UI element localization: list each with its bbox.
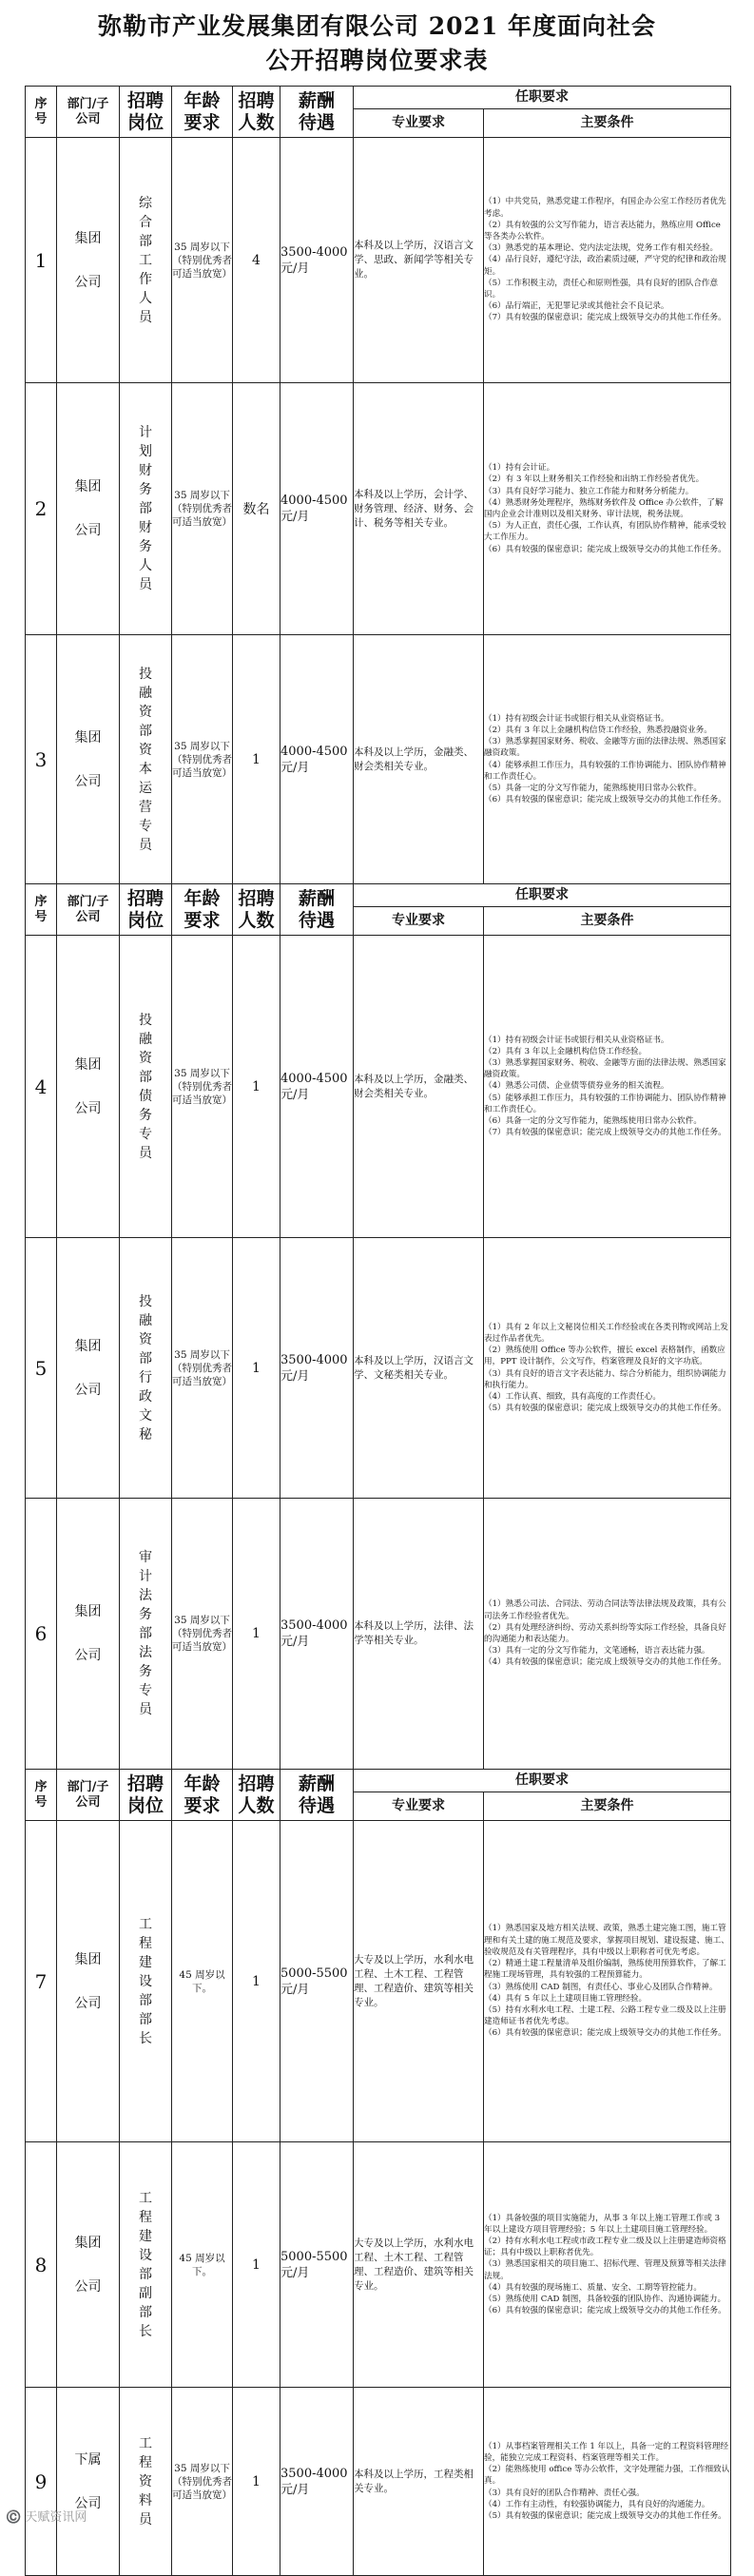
header-age-label: 年龄要求	[184, 887, 221, 931]
row-position	[120, 2388, 172, 2576]
job-requirements-table	[25, 86, 731, 2576]
condition-item: （1）具备较强的项目实施能力，从事 3 年以上施工管理工作或 3 年以上建设方项目管理经验；5 年以上土建项目施工管理经验。	[484, 2213, 721, 2235]
condition-item: （3）具有良好的语言文字表达能力、综合分析能力，组织协调能力和执行能力。	[484, 1368, 726, 1390]
row-salary-text: 5000-5500 元/月	[280, 1966, 348, 1997]
row-major	[354, 1499, 484, 1770]
row-department-text: 下属公司	[74, 2451, 102, 2511]
header-requirements-label: 任职要求	[515, 89, 569, 105]
condition-item: （5）工作积极主动，责任心和原则性强，具有良好的团队合作意识。	[484, 278, 719, 300]
row-position-text: 工程建设部副部长	[139, 2190, 152, 2339]
condition-item: （4）具有较强的现场施工、质量、安全、工期等管控能力。	[484, 2282, 702, 2293]
row-number-text: 6	[34, 1622, 48, 1645]
condition-item: （2）具有处理经济纠纷、劳动关系纠纷等实际工作经验，具备良好的沟通能力和表达能力。	[484, 1622, 726, 1644]
header-requirements	[354, 87, 731, 109]
row-major	[354, 1821, 484, 2142]
row-number-text: 2	[34, 497, 48, 520]
row-age	[172, 383, 233, 635]
row-age	[172, 2142, 233, 2388]
table-row	[26, 936, 731, 1238]
header-salary	[280, 884, 354, 936]
header-post	[120, 87, 172, 138]
condition-item: （6）具备一定的分文写作能力，能熟练使用日常办公软件。	[484, 1116, 702, 1126]
row-age-text: 35 周岁以下（特别优秀者可适当放宽）	[172, 1067, 232, 1106]
row-age	[172, 936, 233, 1238]
header-age-label: 年龄要求	[184, 1772, 221, 1816]
header-conditions	[484, 1792, 731, 1821]
header-age	[172, 1770, 233, 1821]
row-conditions	[484, 2142, 731, 2388]
row-salary	[280, 2142, 354, 2388]
row-salary-text: 3500-4000 元/月	[280, 1352, 348, 1384]
header-post	[120, 1770, 172, 1821]
condition-item: （2）具有 3 年以上金融机构信贷工作经验，熟悉投融资业务。	[484, 725, 712, 735]
condition-item: （5）具有较强的保密意识；能完成上级领导交办的其他工作任务。	[484, 2511, 726, 2521]
row-number-text: 3	[34, 747, 48, 771]
condition-item: （3）熟悉掌握国家财务、税收、金融等方面的法律法规、熟悉国家融资政策。	[484, 1057, 726, 1080]
header-dept	[57, 884, 120, 936]
row-position-text: 工程资料员	[139, 2435, 152, 2528]
condition-item: （1）持有会计证。	[484, 463, 555, 474]
row-number-text: 5	[34, 1356, 48, 1380]
header-dept	[57, 87, 120, 138]
row-major-text: 本科及以上学历，金融类、财会类相关专业。	[354, 1073, 474, 1099]
header-requirements	[354, 1770, 731, 1792]
header-dept-label: 部门/子公司	[67, 96, 109, 126]
row-count	[233, 635, 280, 884]
row-position	[120, 1821, 172, 2142]
condition-item: （4）具有较强的保密意识；能完成上级领导交办的其他工作任务。	[484, 1657, 726, 1668]
condition-item: （3）熟悉国家相关的项目施工、招标代理、管理及预算等相关法律法规。	[484, 2259, 726, 2281]
header-dept-label: 部门/子公司	[67, 1779, 109, 1810]
header-salary	[280, 1770, 354, 1821]
row-major-text: 本科及以上学历，金融类、财会类相关专业。	[354, 746, 474, 772]
table-header-row	[26, 884, 731, 907]
row-major-text: 大专及以上学历，水利水电工程、土木工程、工程管理、工程造价、建筑等相关专业。	[354, 1953, 474, 2008]
header-requirements-label: 任职要求	[515, 1772, 569, 1788]
row-position	[120, 936, 172, 1238]
row-major	[354, 2142, 484, 2388]
row-position	[120, 383, 172, 635]
row-department	[57, 2142, 120, 2388]
header-count	[233, 87, 280, 138]
header-no	[26, 87, 57, 138]
row-age	[172, 1499, 233, 1770]
row-department	[57, 1499, 120, 1770]
condition-item: （6）具有较强的保密意识；能完成上级领导交办的其他工作任务。	[484, 2306, 726, 2316]
row-major	[354, 1238, 484, 1499]
condition-item: （2）精通土建工程量清单及组价编制，熟练使用预算软件，了解工程施工现场管理，具有较强的工程预算能力。	[484, 1959, 726, 1981]
condition-item: （6）具有较强的保密意识；能完成上级领导交办的其他工作任务。	[484, 795, 726, 805]
row-count	[233, 1821, 280, 2142]
condition-item: （3）具有一定的分文写作能力，文笔通畅，语言表达能力强。	[484, 1646, 710, 1656]
table-row	[26, 1238, 731, 1499]
condition-item: （3）熟悉党的基本理论、党内法定法规，党务工作有相关经验。	[484, 243, 719, 254]
row-department	[57, 2388, 120, 2576]
header-requirements-label: 任职要求	[515, 887, 569, 902]
condition-item: （4）能够承担工作压力，具有较强的工作协调能力、团队协作精神和工作责任心。	[484, 760, 726, 782]
row-age-text: 35 周岁以下（特别优秀者可适当放宽）	[172, 2462, 232, 2501]
header-conditions-label: 主要条件	[580, 913, 634, 928]
condition-item: （2）能熟练使用 office 等办公软件，文字处理能力强，工作细致认真。	[484, 2465, 730, 2487]
row-position	[120, 138, 172, 383]
condition-item: （1）具有 2 年以上文秘岗位相关工作经验或在各类刊物或网站上发表过作品者优先。	[484, 1322, 729, 1344]
row-salary	[280, 2388, 354, 2576]
header-count-label: 招聘人数	[238, 887, 275, 931]
row-major	[354, 383, 484, 635]
condition-item: （3）熟练使用 CAD 制图，有责任心、事业心及团队合作精神。	[484, 1982, 718, 1992]
row-age-text: 45 周岁以下。	[179, 2252, 225, 2277]
header-conditions	[484, 109, 731, 138]
condition-item: （1）中共党员，熟悉党建工作程序，有国企办公室工作经历者优先考虑。	[484, 197, 726, 219]
condition-item: （4）具有 5 年以上土建项目施工管理经验。	[484, 1993, 648, 2004]
row-number	[26, 138, 57, 383]
header-salary-label: 薪酬待遇	[298, 89, 335, 133]
condition-item: （5）熟练使用 CAD 制图，具备较强的团队协作、沟通协调能力。	[484, 2295, 726, 2304]
row-position-text: 投融资部债务专员	[139, 1012, 152, 1161]
condition-item: （1）熟悉国家及地方相关法规、政策，熟悉土建完施工图，施工管理和有关土建的施工规范及要求，掌握项目规划、建设报建、施工、验收规范及有关管理程序，具有中级以上职称者可优先考虑。	[484, 1924, 729, 1957]
row-position	[120, 2142, 172, 2388]
row-major	[354, 936, 484, 1238]
row-number	[26, 635, 57, 884]
row-department-text: 集团公司	[74, 1951, 102, 2011]
row-salary-text: 4000-4500 元/月	[280, 744, 348, 775]
condition-item: （1）持有初级会计证书或银行相关从业资格证书。	[484, 1035, 669, 1045]
header-conditions	[484, 907, 731, 936]
row-number	[26, 1821, 57, 2142]
row-age	[172, 2388, 233, 2576]
row-number	[26, 936, 57, 1238]
row-count-text: 1	[252, 1626, 261, 1641]
header-major	[354, 907, 484, 936]
condition-item: （4）工作有主动性，有较强协调能力，具有良好的沟通能力。	[484, 2499, 710, 2509]
header-count	[233, 884, 280, 936]
condition-item: （5）为人正直，责任心强，工作认真，有团队协作精神，能承受较大工作压力。	[484, 521, 726, 543]
header-age	[172, 884, 233, 936]
row-conditions	[484, 2388, 731, 2576]
title-line-1: 弥勒市产业发展集团有限公司 2021 年度面向社会	[98, 12, 656, 40]
table-row	[26, 1821, 731, 2142]
header-post-label: 招聘岗位	[126, 1772, 164, 1816]
condition-item: （3）熟悉掌握国家财务、税收、金融等方面的法律法规、熟悉国家融资政策。	[484, 737, 726, 759]
header-no-label: 序号	[34, 96, 48, 126]
row-number-text: 1	[34, 248, 48, 272]
condition-item: （5）具备一定的分文写作能力，能熟练使用日常办公软件。	[484, 783, 702, 793]
row-age	[172, 1821, 233, 2142]
table-row	[26, 383, 731, 635]
row-age-text: 35 周岁以下（特别优秀者可适当放宽）	[172, 490, 232, 528]
row-age-text: 35 周岁以下（特别优秀者可适当放宽）	[172, 1348, 232, 1387]
row-salary	[280, 1821, 354, 2142]
row-salary	[280, 1238, 354, 1499]
header-no-label: 序号	[34, 1779, 48, 1810]
row-salary	[280, 383, 354, 635]
header-post	[120, 884, 172, 936]
header-no	[26, 1770, 57, 1821]
row-number	[26, 383, 57, 635]
row-department	[57, 138, 120, 383]
row-major-text: 大专及以上学历，水利水电工程、土木工程、工程管理、工程造价、建筑等相关专业。	[354, 2237, 474, 2292]
row-major	[354, 635, 484, 884]
condition-item: （1）从事档案管理相关工作 1 年以上，具备一定的工程资料管理经验，能独立完成工程资料、档案管理等相关工作。	[484, 2441, 729, 2463]
row-conditions	[484, 383, 731, 635]
row-department	[57, 936, 120, 1238]
condition-item: （5）持有水利水电工程、土建工程、公路工程专业二级及以上注册建造师证书者优先考虑。	[484, 2005, 726, 2027]
row-salary-text: 3500-4000 元/月	[280, 1618, 348, 1649]
row-salary-text: 4000-4500 元/月	[280, 494, 348, 524]
row-age-text: 35 周岁以下（特别优秀者可适当放宽）	[172, 740, 232, 779]
header-count	[233, 1770, 280, 1821]
row-position-text: 综合部工作人员	[139, 195, 152, 325]
condition-item: （1）熟悉公司法、合同法、劳动合同法等法律法规及政策，具有公司法务工作经验者优先。	[484, 1599, 726, 1621]
row-salary	[280, 635, 354, 884]
condition-item: （4）熟悉财务处理程序，熟练财务软件及 Office 办公软件，了解国内企业会计准则以及相关财务、审计法规，税务法规。	[484, 497, 724, 519]
row-count	[233, 1238, 280, 1499]
row-department-text: 集团公司	[74, 479, 102, 538]
row-position-text: 审计法务部法务专员	[139, 1550, 152, 1717]
header-dept	[57, 1770, 120, 1821]
header-count-label: 招聘人数	[238, 89, 275, 133]
condition-item: （3）具有良好学习能力、独立工作能力和财务分析能力。	[484, 486, 694, 496]
row-age-text: 45 周岁以下。	[179, 1968, 225, 1994]
row-count-text: 1	[252, 1078, 261, 1094]
row-count-text: 1	[252, 751, 261, 767]
row-position-text: 投融资部行政文秘	[139, 1293, 152, 1443]
row-count	[233, 1499, 280, 1770]
condition-item: （2）熟练使用 Office 等办公软件，擅长 excel 表格制作，函数应用，PPT 设计制作，公文写作，档案管理及良好的文字功底。	[484, 1346, 725, 1367]
row-position	[120, 1238, 172, 1499]
condition-item: （2）持有水利水电工程或市政工程专业二级及以上注册建造师资格证；具有中级以上职称者优先。	[484, 2236, 726, 2258]
document-title	[0, 0, 754, 86]
header-post-label: 招聘岗位	[126, 887, 164, 931]
row-conditions	[484, 1238, 731, 1499]
header-age-label: 年龄要求	[184, 89, 221, 133]
header-salary-label: 薪酬待遇	[298, 1772, 335, 1816]
row-count	[233, 2142, 280, 2388]
row-age	[172, 138, 233, 383]
condition-item: （2）具有较强的公文写作能力，语言表达能力，熟练应用 Office 等各类办公软件。	[484, 220, 721, 242]
row-count-text: 1	[252, 1973, 261, 1989]
condition-item: （2）具有 3 年以上金融机构信贷工作经验。	[484, 1046, 648, 1056]
table-row	[26, 1499, 731, 1770]
row-position	[120, 1499, 172, 1770]
row-department-text: 集团公司	[74, 729, 102, 789]
row-count-text: 1	[252, 2473, 261, 2489]
row-department	[57, 1821, 120, 2142]
header-post-label: 招聘岗位	[126, 89, 164, 133]
row-count	[233, 936, 280, 1238]
row-number	[26, 2142, 57, 2388]
row-major	[354, 2388, 484, 2576]
row-count	[233, 138, 280, 383]
condition-item: （4）品行良好，遵纪守法，政治素质过硬，严守党的纪律和政治规矩。	[484, 255, 726, 277]
row-age	[172, 1238, 233, 1499]
row-department-text: 集团公司	[74, 230, 102, 290]
row-salary-text: 5000-5500 元/月	[280, 2249, 348, 2280]
table-row	[26, 2142, 731, 2388]
row-major	[354, 138, 484, 383]
header-age	[172, 87, 233, 138]
header-conditions-label: 主要条件	[580, 115, 634, 130]
condition-item: （6）品行端正，无犯罪记录或其他社会不良记录。	[484, 301, 669, 312]
row-salary	[280, 1499, 354, 1770]
condition-item: （3）具有良好的团队合作精神、责任心强。	[484, 2488, 645, 2498]
row-age	[172, 635, 233, 884]
condition-item: （6）具有较强的保密意识；能完成上级领导交办的其他工作任务。	[484, 2028, 726, 2039]
row-department	[57, 1238, 120, 1499]
condition-item: （2）有 3 年以上财务相关工作经验和出纳工作经验者优先。	[484, 475, 705, 485]
row-department-text: 集团公司	[74, 1604, 102, 1663]
row-major-text: 本科及以上学历，会计学、财务管理、经济、财务、会计、税务等相关专业。	[354, 488, 474, 529]
header-major-label: 专业要求	[392, 1798, 445, 1813]
header-major	[354, 1792, 484, 1821]
row-number-text: 8	[34, 2253, 48, 2276]
row-salary-text: 4000-4500 元/月	[280, 1071, 348, 1102]
header-no-label: 序号	[34, 894, 48, 924]
row-major-text: 本科及以上学历，法律、法学等相关专业。	[354, 1620, 474, 1646]
row-salary-text: 3500-4000 元/月	[280, 244, 348, 276]
row-department-text: 集团公司	[74, 1338, 102, 1398]
row-count	[233, 383, 280, 635]
condition-item: （7）具有较强的保密意识；能完成上级领导交办的其他工作任务。	[484, 1128, 726, 1138]
row-department-text: 集团公司	[74, 1056, 102, 1116]
row-department-text: 集团公司	[74, 2235, 102, 2295]
condition-item: （7）具有较强的保密意识；能完成上级领导交办的其他工作任务。	[484, 313, 726, 323]
condition-item: （5）具有较强的保密意识；能完成上级领导交办的其他工作任务。	[484, 1404, 726, 1414]
header-requirements	[354, 884, 731, 907]
row-conditions	[484, 936, 731, 1238]
table-row	[26, 635, 731, 884]
row-conditions	[484, 138, 731, 383]
condition-item: （4）熟悉公司债、企业债等债券业务的相关流程。	[484, 1081, 669, 1092]
row-conditions	[484, 635, 731, 884]
header-salary-label: 薪酬待遇	[298, 887, 335, 931]
row-number-text: 4	[34, 1075, 48, 1098]
row-conditions	[484, 1499, 731, 1770]
condition-item: （4）工作认真、细致，具有高度的工作责任心。	[484, 1391, 661, 1402]
header-major	[354, 109, 484, 138]
table-header-row	[26, 87, 731, 109]
row-count-text: 1	[252, 1360, 261, 1376]
row-major-text: 本科及以上学历，汉语言文学、思政、新闻学等相关专业。	[354, 240, 474, 280]
row-salary	[280, 936, 354, 1238]
header-major-label: 专业要求	[392, 115, 445, 130]
header-count-label: 招聘人数	[238, 1772, 275, 1816]
row-count-text: 4	[252, 252, 261, 268]
condition-item: （5）能够承担工作压力，具有较强的工作协调能力、团队协作精神和工作责任心。	[484, 1093, 726, 1114]
row-age-text: 35 周岁以下（特别优秀者可适当放宽）	[172, 241, 232, 280]
row-count-text: 数名	[242, 502, 270, 517]
table-row	[26, 138, 731, 383]
header-salary	[280, 87, 354, 138]
header-dept-label: 部门/子公司	[67, 894, 109, 924]
row-department	[57, 635, 120, 884]
condition-item: （1）持有初级会计证书或银行相关从业资格证书。	[484, 713, 669, 724]
title-line-2: 公开招聘岗位要求表	[265, 47, 489, 74]
row-count	[233, 2388, 280, 2576]
table-header-row	[26, 1770, 731, 1792]
row-number	[26, 2388, 57, 2576]
header-conditions-label: 主要条件	[580, 1798, 634, 1813]
row-major-text: 本科及以上学历，工程类相关专业。	[354, 2468, 474, 2494]
condition-item: （6）具有较强的保密意识；能完成上级领导交办的其他工作任务。	[484, 544, 726, 554]
row-position-text: 投融资部资本运营专员	[139, 666, 152, 853]
row-position-text: 工程建设部部长	[139, 1916, 152, 2046]
row-conditions	[484, 1821, 731, 2142]
row-position-text: 计划财务部财务人员	[139, 425, 152, 592]
watermark: ©️ 天赋资讯网	[6, 2510, 87, 2525]
row-department	[57, 383, 120, 635]
row-number	[26, 1238, 57, 1499]
row-salary-text: 3500-4000 元/月	[280, 2466, 348, 2497]
row-major-text: 本科及以上学历，汉语言文学、文秘类相关专业。	[354, 1354, 474, 1381]
row-position	[120, 635, 172, 884]
row-age-text: 35 周岁以下（特别优秀者可适当放宽）	[172, 1615, 232, 1653]
table-row	[26, 2388, 731, 2576]
header-major-label: 专业要求	[392, 913, 445, 928]
row-salary	[280, 138, 354, 383]
row-number	[26, 1499, 57, 1770]
row-number-text: 9	[34, 2469, 48, 2493]
row-count-text: 1	[252, 2256, 261, 2273]
row-number-text: 7	[34, 1969, 48, 1993]
header-no	[26, 884, 57, 936]
